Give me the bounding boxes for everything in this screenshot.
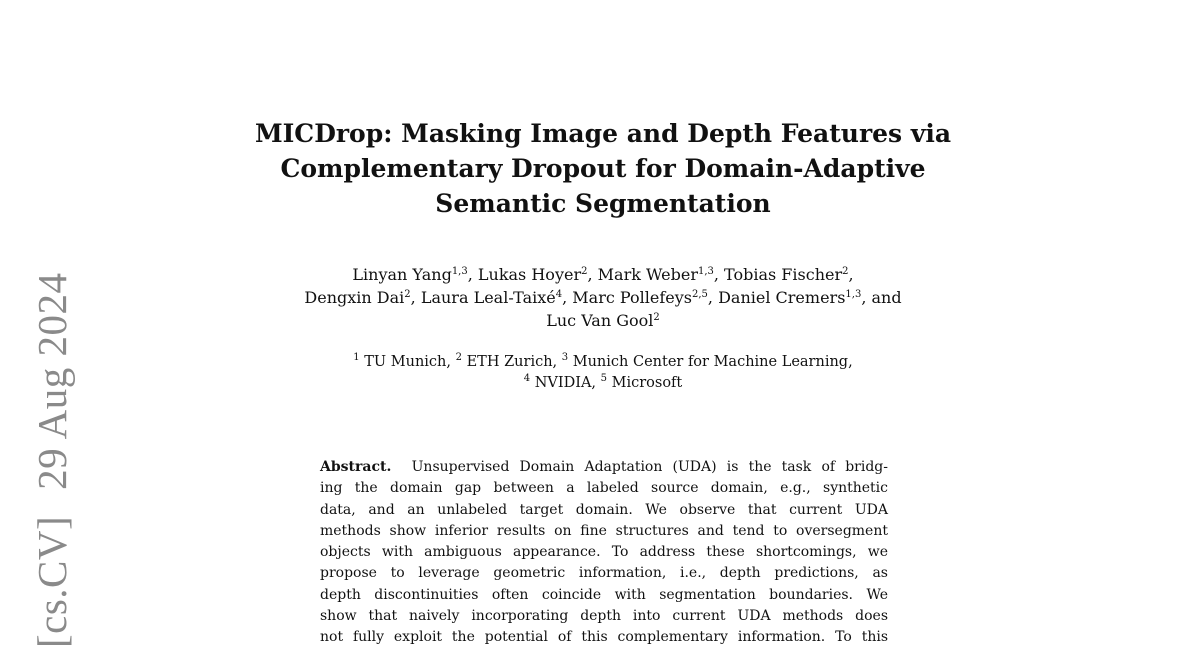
author-separator: , <box>587 265 598 284</box>
author-affiliation-mark: 2 <box>842 266 849 277</box>
affiliation-number: 5 <box>600 373 608 384</box>
author-separator: , <box>848 265 854 284</box>
author-line <box>200 309 1006 332</box>
author-affiliation-mark: 1,3 <box>451 266 468 277</box>
abstract <box>320 457 888 649</box>
author-affiliation-mark: 1,3 <box>845 289 862 300</box>
author-separator: , <box>410 288 421 307</box>
author-name: Luc Van Gool <box>546 311 654 330</box>
abstract-text: Unsupervised Domain Adaptation (UDA) is the task of bridg- <box>411 459 888 475</box>
title-line: Complementary Dropout for Domain-Adaptive <box>280 154 926 183</box>
title-line: Semantic Segmentation <box>435 189 771 218</box>
affiliation-number: 2 <box>455 352 462 363</box>
affiliation-separator: , <box>552 354 562 370</box>
author-affiliation-mark: 2 <box>404 289 411 300</box>
author-separator: , and <box>861 288 902 307</box>
affiliation-line <box>200 373 1006 394</box>
author-line <box>200 286 1006 309</box>
author-name: Daniel Cremers <box>718 288 846 307</box>
author-name: Dengxin Dai <box>304 288 405 307</box>
affiliation-number: 1 <box>353 352 360 363</box>
affiliation-number: 3 <box>561 352 569 363</box>
author-list <box>200 263 1006 332</box>
affiliation-name: TU Munich <box>364 354 447 370</box>
author-line <box>200 263 1006 286</box>
author-separator: , <box>713 265 725 284</box>
abstract-line: ing the domain gap between a labeled source domain, e.g., synthetic <box>320 480 888 497</box>
affiliation-name: NVIDIA <box>534 375 592 391</box>
arxiv-date: 29 Aug 2024 <box>29 272 75 490</box>
author-separator: , <box>467 265 478 284</box>
author-affiliation-mark: 4 <box>555 289 563 300</box>
author-name: Marc Pollefeys <box>572 288 692 307</box>
author-affiliation-mark: 1,3 <box>697 266 714 277</box>
author-affiliation-mark: 2,5 <box>692 289 708 300</box>
author-affiliation-mark: 2 <box>653 312 660 323</box>
abstract-label: Abstract. <box>320 459 392 475</box>
arxiv-identifier <box>28 272 76 648</box>
author-name: Mark Weber <box>597 265 698 284</box>
author-name: Laura Leal-Taixé <box>420 288 556 307</box>
affiliation-separator: , <box>446 354 456 370</box>
paper-title <box>200 116 1006 221</box>
abstract-line: show that naively incorporating depth into current UDA methods does <box>320 608 888 625</box>
author-name: Tobias Fischer <box>724 265 843 284</box>
author-name: Lukas Hoyer <box>477 265 582 284</box>
abstract-line: depth discontinuities often coincide with segmentation boundaries. We <box>320 586 888 603</box>
affiliation-number: 4 <box>523 373 531 384</box>
abstract-line <box>320 457 888 478</box>
abstract-line: methods show inferior results on fine structures and tend to oversegment <box>320 522 888 539</box>
author-separator: , <box>707 288 719 307</box>
author-name: Linyan Yang <box>352 265 452 284</box>
title-line: MICDrop: Masking Image and Depth Features via <box>254 119 952 148</box>
arxiv-category: [cs.CV] <box>29 515 75 648</box>
abstract-line: propose to leverage geometric information, i.e., depth predictions, as <box>320 565 888 582</box>
affiliation-line <box>200 352 1006 373</box>
abstract-line: data, and an unlabeled target domain. We observe that current UDA <box>320 501 888 518</box>
affiliation-list <box>200 352 1006 394</box>
abstract-line: objects with ambiguous appearance. To address these shortcomings, we <box>320 544 888 561</box>
author-separator: , <box>562 288 573 307</box>
affiliation-name: Munich Center for Machine Learning <box>572 354 849 370</box>
author-affiliation-mark: 2 <box>581 266 588 277</box>
abstract-line: not fully exploit the potential of this complementary information. To this <box>320 629 888 646</box>
affiliation-name: ETH Zurich <box>466 354 553 370</box>
affiliation-separator: , <box>591 375 601 391</box>
affiliation-name: Microsoft <box>611 375 683 391</box>
affiliation-separator: , <box>848 354 853 370</box>
